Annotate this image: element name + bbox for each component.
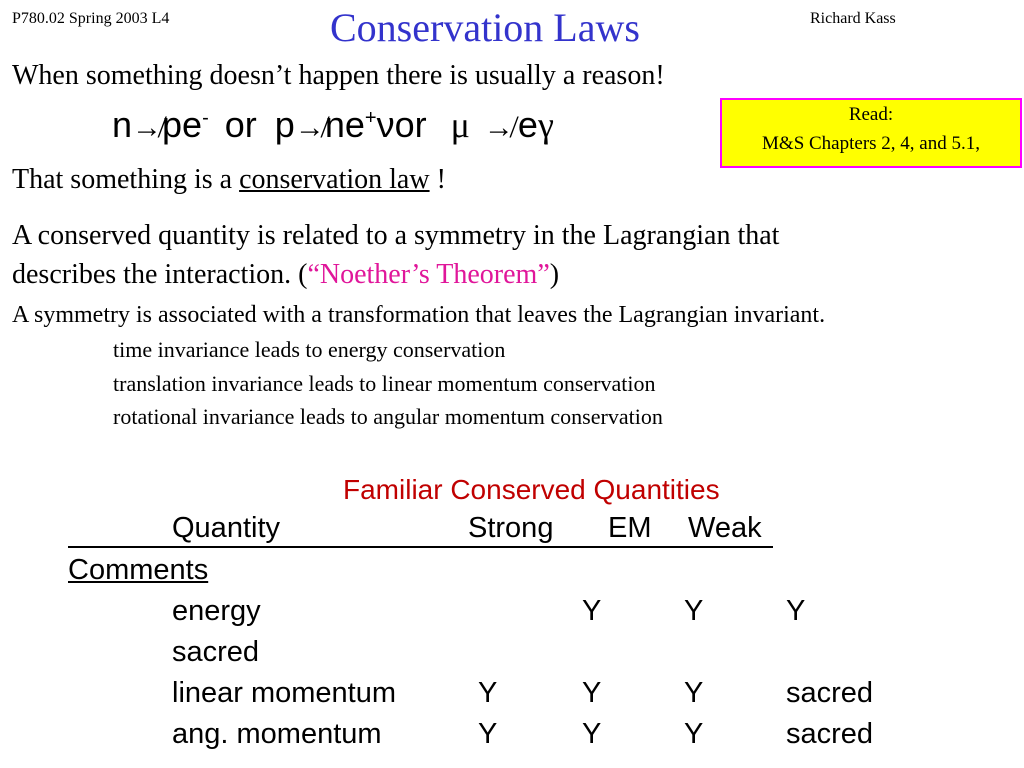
table-row-comment: sacred	[786, 718, 874, 750]
noether-suffix: )	[549, 259, 560, 290]
table-row-strong: Y	[478, 677, 498, 709]
table-row-comment: sacred	[786, 677, 874, 709]
header-comments: Comments	[68, 554, 209, 586]
header-underline	[68, 546, 773, 548]
table-row-em: Y	[582, 595, 602, 627]
symmetry-item: translation invariance leads to linear momentum conservation	[113, 371, 656, 396]
minus-charge: -	[202, 107, 209, 129]
table-row-quantity: energy	[172, 595, 261, 627]
header-weak: Weak	[688, 512, 762, 544]
table-row-comment: sacred	[172, 636, 260, 668]
reading-note-box	[720, 98, 1022, 168]
table-row-weak: Y	[684, 595, 704, 627]
author-label: Richard Kass	[810, 10, 896, 27]
table-title: Familiar Conserved Quantities	[343, 474, 720, 505]
reaction1-lhs: n	[112, 104, 133, 145]
reading-note-title: Read:	[848, 104, 894, 125]
table-row-em: Y	[582, 677, 602, 709]
conservation-law-line	[12, 164, 446, 196]
noether-line-1: A conserved quantity is related to a symmetry in the Lagrangian that	[12, 220, 780, 251]
symmetry-item: rotational invariance leads to angular momentum conservation	[113, 404, 663, 429]
reading-note-chapters: M&S Chapters 2, 4, and 5.1,	[762, 133, 980, 154]
table-row-strong: Y	[478, 718, 498, 750]
symmetry-statement: A symmetry is associated with a transformation that leaves the Lagrangian invariant.	[12, 302, 826, 328]
table-row-quantity: ang. momentum	[172, 718, 382, 750]
reaction1-rhs: pe	[162, 104, 203, 145]
or-word-1: or	[224, 104, 257, 145]
not-arrow-icon: ↛	[132, 111, 163, 144]
conservation-law-prefix: That something is a	[12, 164, 240, 195]
intro-line: When something doesn’t happen there is usually a reason!	[12, 60, 665, 91]
page-title: Conservation Laws	[330, 5, 640, 50]
table-row-quantity: linear momentum	[172, 677, 397, 709]
header-quantity: Quantity	[172, 512, 280, 544]
table-row-extra: Y	[786, 595, 806, 627]
plus-charge: +	[364, 107, 377, 129]
reaction-equation	[112, 104, 554, 146]
table-row-em: Y	[582, 718, 602, 750]
table-row-weak: Y	[684, 677, 704, 709]
course-label: P780.02 Spring 2003 L4	[12, 10, 170, 27]
header-strong: Strong	[468, 512, 554, 544]
not-arrow-icon: ↛	[294, 111, 325, 144]
not-arrow-icon: ↛	[483, 111, 514, 144]
neutrino-symbol: ν	[376, 104, 395, 145]
header-em: EM	[608, 512, 652, 544]
reaction2-rhs: ne	[324, 104, 365, 145]
conservation-law-term: conservation law	[239, 164, 430, 195]
table-row-weak: Y	[684, 718, 704, 750]
symmetry-item: time invariance leads to energy conservation	[113, 337, 506, 362]
noether-prefix: describes the interaction. (	[12, 259, 308, 290]
gamma-symbol: γ	[537, 105, 554, 145]
conservation-law-suffix: !	[429, 164, 446, 195]
reaction3-rhs: e	[517, 104, 538, 145]
or-word-2: or	[394, 104, 427, 145]
noether-line-2	[12, 259, 559, 291]
reaction2-lhs: p	[274, 104, 295, 145]
noether-theorem: “Noether’s Theorem”	[307, 259, 550, 290]
muon-symbol: μ	[450, 105, 470, 145]
